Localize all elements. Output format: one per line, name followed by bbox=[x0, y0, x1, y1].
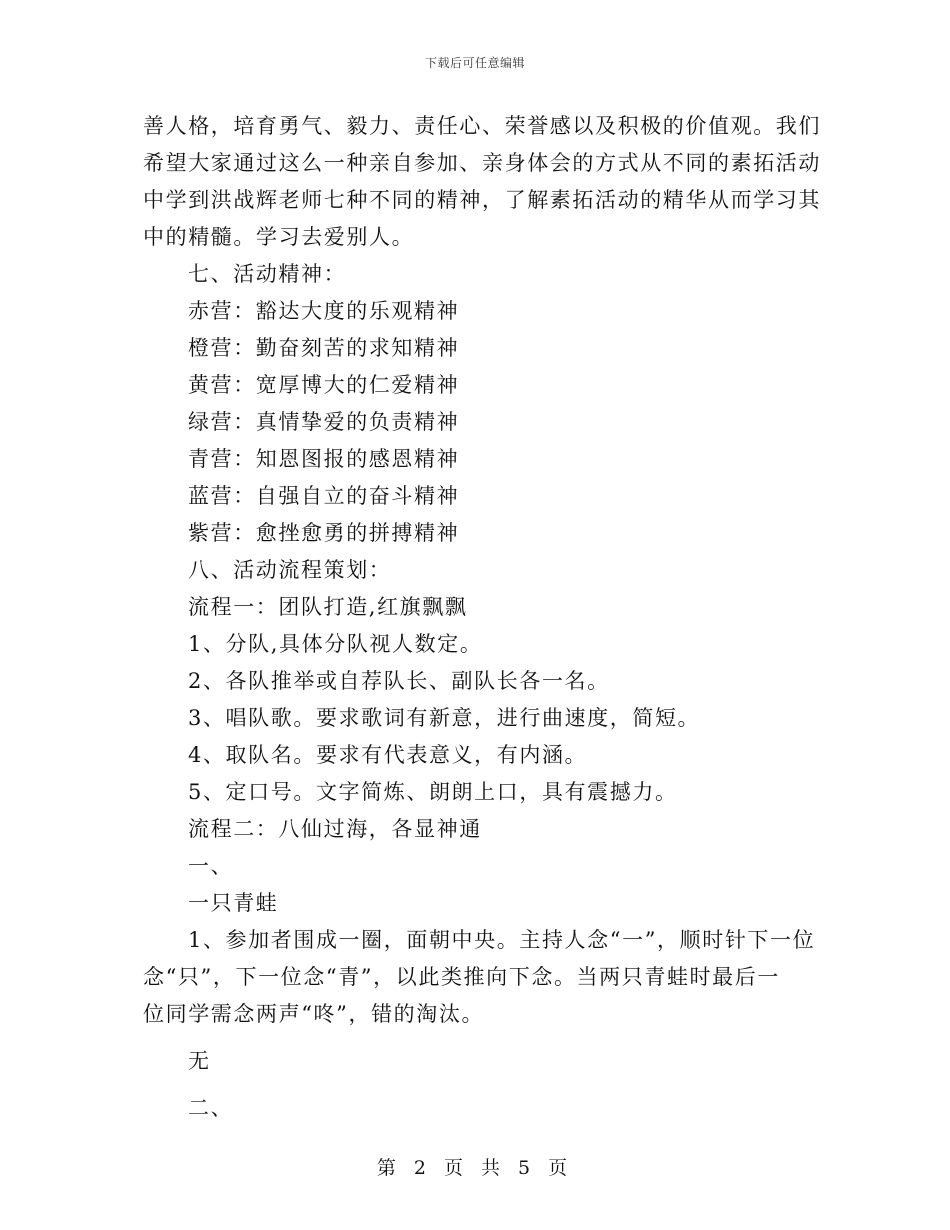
spacer bbox=[143, 1080, 811, 1090]
page-footer: 第 2 页 共 5 页 bbox=[376, 1157, 574, 1179]
intro-paragraph bbox=[143, 108, 821, 256]
flow1-title: 流程一：团队打造,红旗飘飘 bbox=[188, 595, 468, 619]
intro-line: 中学到洪战辉老师七种不同的精神，了解素拓活动的精华从而学习其 bbox=[143, 188, 821, 212]
game2-number: 二、 bbox=[188, 1096, 234, 1120]
spirit-item: 紫营：愈挫愈勇的拼搏精神 bbox=[188, 521, 460, 545]
game1-name: 一只青蛙 bbox=[188, 891, 279, 915]
section8-title: 八、活动流程策划： bbox=[188, 558, 392, 582]
game1-rule-line: 念“只”，下一位念“青”，以此类推向下念。当两只青蛙时最后一 bbox=[143, 965, 780, 989]
game1-rule-line: 1、参加者围成一圈，面朝中央。主持人念“一”，顺时针下一位 bbox=[188, 928, 816, 952]
flow2-title: 流程二：八仙过海，各显神通 bbox=[188, 817, 482, 841]
game1-note: 无 bbox=[188, 1049, 211, 1073]
page-header: 下载后可任意编辑 bbox=[424, 56, 525, 70]
flow1-item: 4、取队名。要求有代表意义，有内涵。 bbox=[188, 743, 588, 767]
document-body bbox=[143, 108, 821, 1127]
spirit-item: 绿营：真情挚爱的负责精神 bbox=[188, 410, 460, 434]
spirit-item: 青营：知恩图报的感恩精神 bbox=[188, 447, 460, 471]
flow1-item: 5、定口号。文字简炼、朗朗上口，具有震撼力。 bbox=[188, 780, 678, 804]
intro-line: 善人格，培育勇气、毅力、责任心、荣誉感以及积极的价值观。我们 bbox=[143, 114, 821, 138]
spirit-item: 橙营：勤奋刻苦的求知精神 bbox=[188, 336, 460, 360]
game1-number: 一、 bbox=[188, 854, 234, 878]
flow1-item: 3、唱队歌。要求歌词有新意，进行曲速度，简短。 bbox=[188, 706, 701, 730]
flow1-item: 2、各队推举或自荐队长、副队长各一名。 bbox=[188, 669, 610, 693]
spirit-item: 黄营：宽厚博大的仁爱精神 bbox=[188, 373, 460, 397]
section7-title: 七、活动精神： bbox=[188, 262, 347, 286]
game1-rule-line: 位同学需念两声“咚”，错的淘汰。 bbox=[143, 1002, 485, 1026]
intro-line: 希望大家通过这么一种亲自参加、亲身体会的方式从不同的素拓活动 bbox=[143, 151, 821, 175]
game1-rule-paragraph bbox=[143, 922, 816, 1033]
flow1-item: 1、分队,具体分队视人数定。 bbox=[188, 632, 483, 656]
spacer bbox=[143, 1033, 811, 1043]
intro-line: 中的精髓。学习去爱别人。 bbox=[143, 225, 415, 249]
spirit-item: 蓝营：自强自立的奋斗精神 bbox=[188, 484, 460, 508]
spirit-item: 赤营：豁达大度的乐观精神 bbox=[188, 299, 460, 323]
